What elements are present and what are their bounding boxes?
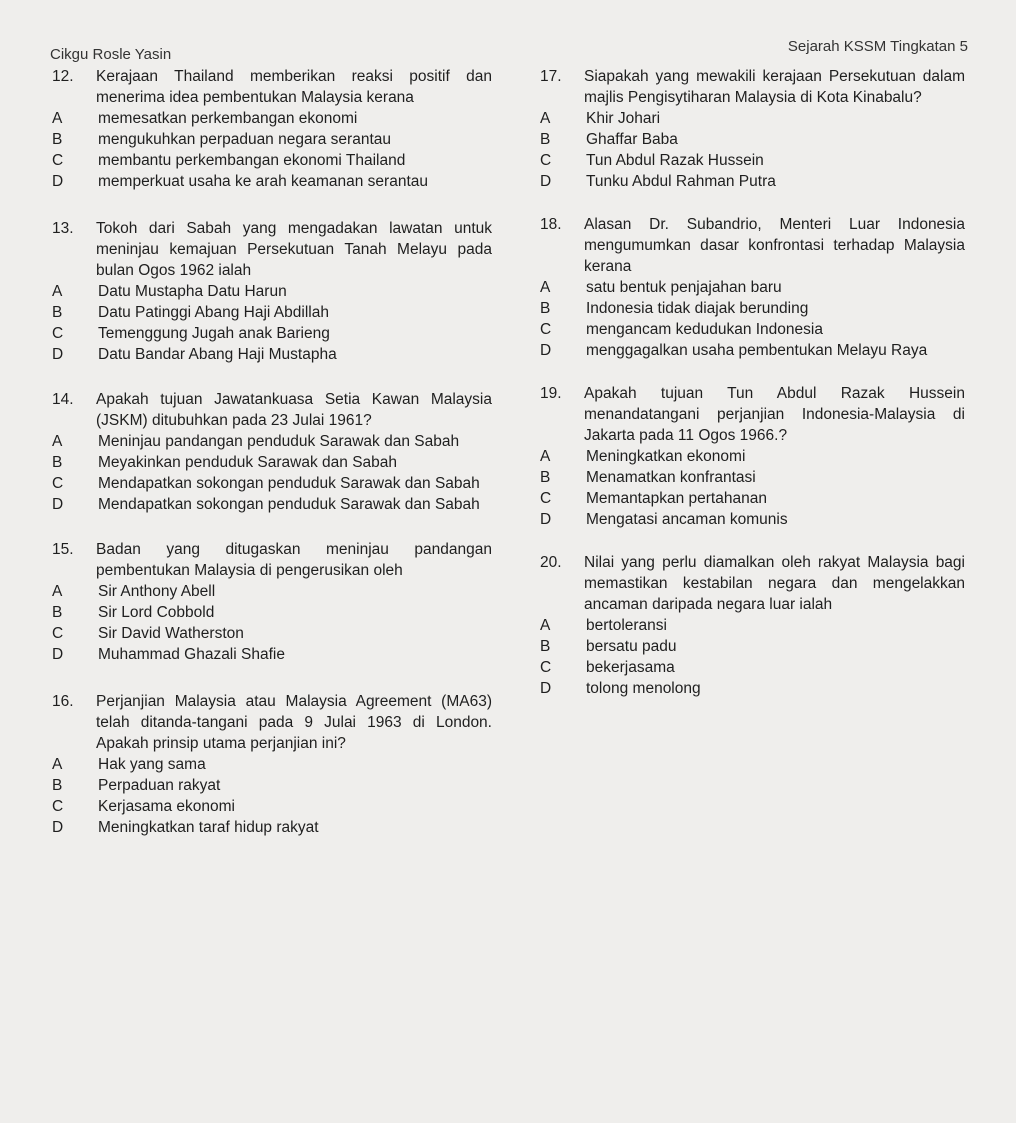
question-number: 13. bbox=[52, 220, 74, 237]
option-text: Tun Abdul Razak Hussein bbox=[586, 152, 764, 169]
question-text: Badan yang ditugaskan meninjau pandangan pembentukan Malaysia di pengerusikan oleh bbox=[96, 541, 492, 579]
option-letter: C bbox=[540, 659, 552, 676]
question-stem bbox=[540, 552, 965, 615]
question-stem bbox=[52, 389, 492, 431]
question-number: 18. bbox=[540, 216, 562, 233]
option-letter: A bbox=[52, 433, 63, 450]
option-letter: C bbox=[52, 798, 64, 815]
option-d[interactable] bbox=[52, 494, 492, 515]
question-number: 17. bbox=[540, 68, 562, 85]
author-name: Cikgu Rosle Yasin bbox=[50, 46, 172, 63]
option-letter: B bbox=[52, 604, 63, 621]
question-stem bbox=[540, 66, 965, 108]
option-d[interactable] bbox=[52, 171, 492, 192]
question-15 bbox=[52, 539, 492, 665]
option-letter: A bbox=[540, 617, 551, 634]
question-14 bbox=[52, 389, 492, 515]
option-letter: B bbox=[540, 469, 551, 486]
question-number: 20. bbox=[540, 554, 562, 571]
option-letter: A bbox=[52, 283, 63, 300]
option-text: menggagalkan usaha pembentukan Melayu Raya bbox=[586, 342, 928, 359]
option-text: Kerjasama ekonomi bbox=[98, 798, 235, 815]
option-text: tolong menolong bbox=[586, 680, 701, 697]
question-text: Apakah tujuan Jawatankuasa Setia Kawan Malaysia (JSKM) ditubuhkan pada 23 Julai 1961? bbox=[96, 391, 492, 429]
option-letter: B bbox=[540, 131, 551, 148]
option-d[interactable] bbox=[52, 644, 492, 665]
question-20 bbox=[540, 552, 965, 699]
question-text: Alasan Dr. Subandrio, Menteri Luar Indonesia mengumumkan dasar konfrontasi terhadap Malaysia kerana bbox=[584, 216, 965, 275]
question-text: Nilai yang perlu diamalkan oleh rakyat Malaysia bagi memastikan kestabilan negara dan mengelakkan ancaman daripada negara luar ialah bbox=[584, 554, 965, 613]
subject-title: Sejarah KSSM Tingkatan 5 bbox=[787, 38, 968, 55]
question-text: Siapakah yang mewakili kerajaan Persekutuan dalam majlis Pengisytiharan Malaysia di Kota Kinabalu? bbox=[584, 68, 965, 106]
option-a[interactable] bbox=[540, 108, 965, 129]
question-text: Kerajaan Thailand memberikan reaksi positif dan menerima idea pembentukan Malaysia kerana bbox=[96, 68, 492, 106]
option-letter: D bbox=[540, 342, 552, 359]
question-12 bbox=[52, 66, 492, 192]
option-a[interactable] bbox=[52, 581, 492, 602]
option-a[interactable] bbox=[52, 431, 492, 452]
option-b[interactable] bbox=[52, 602, 492, 623]
option-letter: D bbox=[540, 173, 552, 190]
option-b[interactable] bbox=[52, 775, 492, 796]
option-a[interactable] bbox=[540, 446, 965, 467]
question-number: 19. bbox=[540, 385, 562, 402]
option-text: Muhammad Ghazali Shafie bbox=[98, 646, 285, 663]
option-text: Mendapatkan sokongan penduduk Sarawak dan Sabah bbox=[98, 475, 480, 492]
option-letter: A bbox=[52, 756, 63, 773]
option-a[interactable] bbox=[540, 615, 965, 636]
option-b[interactable] bbox=[52, 452, 492, 473]
option-letter: A bbox=[540, 110, 551, 127]
option-d[interactable] bbox=[540, 171, 965, 192]
option-c[interactable] bbox=[52, 323, 492, 344]
option-d[interactable] bbox=[540, 678, 965, 699]
option-text: mengukuhkan perpaduan negara serantau bbox=[98, 131, 392, 148]
option-d[interactable] bbox=[52, 344, 492, 365]
option-b[interactable] bbox=[540, 467, 965, 488]
option-letter: D bbox=[52, 646, 64, 663]
question-stem bbox=[52, 218, 492, 281]
option-c[interactable] bbox=[52, 150, 492, 171]
option-text: Mengatasi ancaman komunis bbox=[586, 511, 788, 528]
option-letter: B bbox=[540, 638, 551, 655]
question-stem bbox=[540, 214, 965, 277]
option-text: Datu Bandar Abang Haji Mustapha bbox=[98, 346, 337, 363]
question-text: Perjanjian Malaysia atau Malaysia Agreement (MA63) telah ditanda-tangani pada 9 Julai 1963 di London. Apakah prinsip utama perjanjian ini? bbox=[96, 693, 492, 752]
option-text: Mendapatkan sokongan penduduk Sarawak dan Sabah bbox=[98, 496, 480, 513]
option-letter: A bbox=[52, 583, 63, 600]
option-letter: C bbox=[540, 152, 552, 169]
question-stem bbox=[540, 383, 965, 446]
option-letter: D bbox=[52, 346, 64, 363]
option-text: bersatu padu bbox=[586, 638, 677, 655]
option-text: Meninjau pandangan penduduk Sarawak dan Sabah bbox=[98, 433, 460, 450]
question-stem bbox=[52, 691, 492, 754]
option-letter: C bbox=[52, 625, 64, 642]
option-c[interactable] bbox=[52, 623, 492, 644]
option-text: membantu perkembangan ekonomi Thailand bbox=[98, 152, 406, 169]
option-b[interactable] bbox=[540, 636, 965, 657]
option-letter: D bbox=[540, 680, 552, 697]
option-text: Meningkatkan ekonomi bbox=[586, 448, 746, 465]
option-a[interactable] bbox=[52, 108, 492, 129]
option-text: bekerjasama bbox=[586, 659, 675, 676]
option-d[interactable] bbox=[540, 340, 965, 361]
option-b[interactable] bbox=[52, 302, 492, 323]
option-letter: C bbox=[52, 152, 64, 169]
option-c[interactable] bbox=[540, 488, 965, 509]
option-text: Sir David Watherston bbox=[98, 625, 244, 642]
option-text: satu bentuk penjajahan baru bbox=[586, 279, 782, 296]
option-b[interactable] bbox=[540, 298, 965, 319]
option-letter: C bbox=[52, 475, 64, 492]
option-c[interactable] bbox=[540, 319, 965, 340]
option-letter: C bbox=[540, 490, 552, 507]
option-a[interactable] bbox=[540, 277, 965, 298]
question-number: 12. bbox=[52, 68, 74, 85]
question-17 bbox=[540, 66, 965, 192]
option-letter: D bbox=[540, 511, 552, 528]
option-letter: C bbox=[52, 325, 64, 342]
question-stem bbox=[52, 539, 492, 581]
question-number: 15. bbox=[52, 541, 74, 558]
option-c[interactable] bbox=[540, 150, 965, 171]
left-column bbox=[52, 66, 492, 838]
option-letter: A bbox=[52, 110, 63, 127]
option-text: Indonesia tidak diajak berunding bbox=[586, 300, 809, 317]
question-stem bbox=[52, 66, 492, 108]
option-text: Khir Johari bbox=[586, 110, 661, 127]
option-text: Perpaduan rakyat bbox=[98, 777, 221, 794]
question-16 bbox=[52, 691, 492, 838]
option-text: Datu Mustapha Datu Harun bbox=[98, 283, 287, 300]
option-text: memesatkan perkembangan ekonomi bbox=[98, 110, 358, 127]
option-text: bertoleransi bbox=[586, 617, 667, 634]
option-letter: B bbox=[52, 454, 63, 471]
option-text: Menamatkan konfrantasi bbox=[586, 469, 756, 486]
option-letter: A bbox=[540, 279, 551, 296]
option-text: Memantapkan pertahanan bbox=[586, 490, 767, 507]
option-letter: B bbox=[52, 131, 63, 148]
question-number: 14. bbox=[52, 391, 74, 408]
option-letter: D bbox=[52, 173, 64, 190]
option-d[interactable] bbox=[540, 509, 965, 530]
option-letter: D bbox=[52, 819, 64, 836]
option-d[interactable] bbox=[52, 817, 492, 838]
option-c[interactable] bbox=[540, 657, 965, 678]
option-text: Ghaffar Baba bbox=[586, 131, 678, 148]
option-letter: B bbox=[52, 777, 63, 794]
option-b[interactable] bbox=[540, 129, 965, 150]
option-a[interactable] bbox=[52, 281, 492, 302]
question-number: 16. bbox=[52, 693, 74, 710]
option-text: Datu Patinggi Abang Haji Abdillah bbox=[98, 304, 329, 321]
question-19 bbox=[540, 383, 965, 530]
option-text: Sir Anthony Abell bbox=[98, 583, 216, 600]
option-text: Meyakinkan penduduk Sarawak dan Sabah bbox=[98, 454, 398, 471]
question-text: Tokoh dari Sabah yang mengadakan lawatan untuk meninjau kemajuan Persekutuan Tanah Melayu pada bulan Ogos 1962 ialah bbox=[96, 220, 492, 279]
option-letter: A bbox=[540, 448, 551, 465]
question-18 bbox=[540, 214, 965, 361]
option-text: Sir Lord Cobbold bbox=[98, 604, 215, 621]
option-text: mengancam kedudukan Indonesia bbox=[586, 321, 823, 338]
question-text: Apakah tujuan Tun Abdul Razak Hussein menandatangani perjanjian Indonesia-Malaysia di Jakarta pada 11 Ogos 1966.? bbox=[584, 385, 965, 444]
option-letter: B bbox=[52, 304, 63, 321]
option-text: Temenggung Jugah anak Barieng bbox=[98, 325, 330, 342]
option-c[interactable] bbox=[52, 473, 492, 494]
question-13 bbox=[52, 218, 492, 365]
option-c[interactable] bbox=[52, 796, 492, 817]
option-letter: C bbox=[540, 321, 552, 338]
option-letter: B bbox=[540, 300, 551, 317]
right-column bbox=[540, 66, 965, 699]
option-text: memperkuat usaha ke arah keamanan serantau bbox=[98, 173, 429, 190]
option-text: Tunku Abdul Rahman Putra bbox=[586, 173, 776, 190]
option-text: Meningkatkan taraf hidup rakyat bbox=[98, 819, 319, 836]
option-text: Hak yang sama bbox=[98, 756, 206, 773]
option-letter: D bbox=[52, 496, 64, 513]
option-b[interactable] bbox=[52, 129, 492, 150]
option-a[interactable] bbox=[52, 754, 492, 775]
